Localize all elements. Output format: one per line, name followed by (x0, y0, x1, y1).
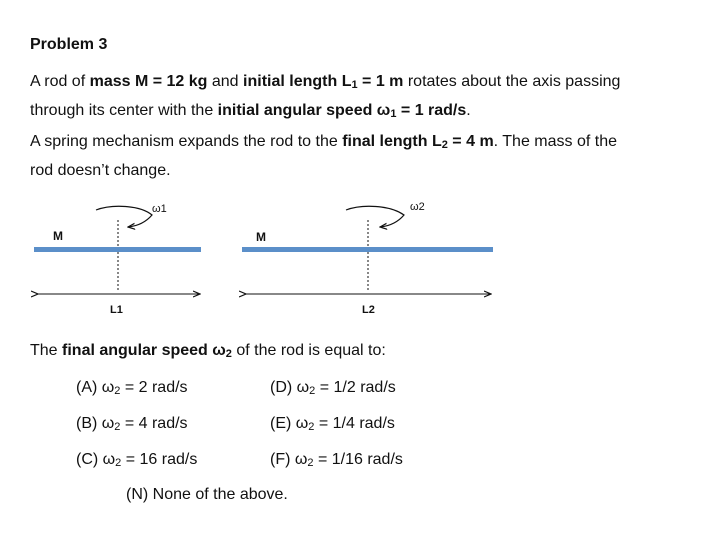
right-rod-figure (242, 201, 493, 316)
option-none: (N) None of the above. (126, 486, 288, 503)
initial-length: initial length $L_1 = 1$ m (243, 73, 404, 91)
omega-label: ω1 (152, 203, 167, 215)
rotation-arrow-icon (346, 206, 404, 227)
mass-label: M (53, 229, 63, 243)
text: and (207, 73, 244, 90)
text: through its center with the (30, 102, 218, 119)
question-text: The final angular speed $\omega_2$ of the rod is equal to: (30, 342, 386, 360)
option-a: (A) $\omega_2 = 2$ rad/s (76, 379, 188, 397)
final-length: final length $L_2 = 4$ m (342, 133, 494, 151)
rod (242, 247, 493, 252)
mass-value: mass M = 12 kg (89, 73, 208, 90)
option-f: (F) $\omega_2 = 1/16$ rad/s (270, 451, 403, 469)
problem-title: Problem 3 (30, 36, 108, 53)
final-angular-speed: final angular speed $\omega_2$ (62, 342, 232, 360)
option-c: (C) $\omega_2 = 16$ rad/s (76, 451, 198, 469)
omega-label: ω2 (410, 201, 425, 213)
length-label: L2 (362, 304, 375, 316)
rotation-arrow-icon (96, 206, 152, 227)
rod (34, 247, 201, 252)
option-d: (D) $\omega_2 = 1/2$ rad/s (270, 379, 396, 397)
option-b: (B) $\omega_2 = 4$ rad/s (76, 415, 188, 433)
left-rod-figure (34, 203, 201, 316)
length-label: L1 (110, 304, 123, 316)
text: . The mass of the (493, 133, 617, 150)
problem-paragraph-1: A rod of mass M = 12 kg and initial length $L_1 = 1$ m rotates about the axis passing through its center with the initial angular speed $\omega_1 = 1$ rad/s. (30, 73, 621, 120)
text: A rod of (30, 73, 90, 90)
mass-label: M (256, 230, 266, 244)
initial-angular-speed: initial angular speed $\omega_1 = 1$ rad/s (217, 102, 467, 120)
option-e: (E) $\omega_2 = 1/4$ rad/s (270, 415, 395, 433)
text: rod doesn’t change. (30, 162, 171, 179)
text: rotates about the axis passing (403, 73, 621, 90)
text: A spring mechanism expands the rod to the (30, 133, 343, 150)
